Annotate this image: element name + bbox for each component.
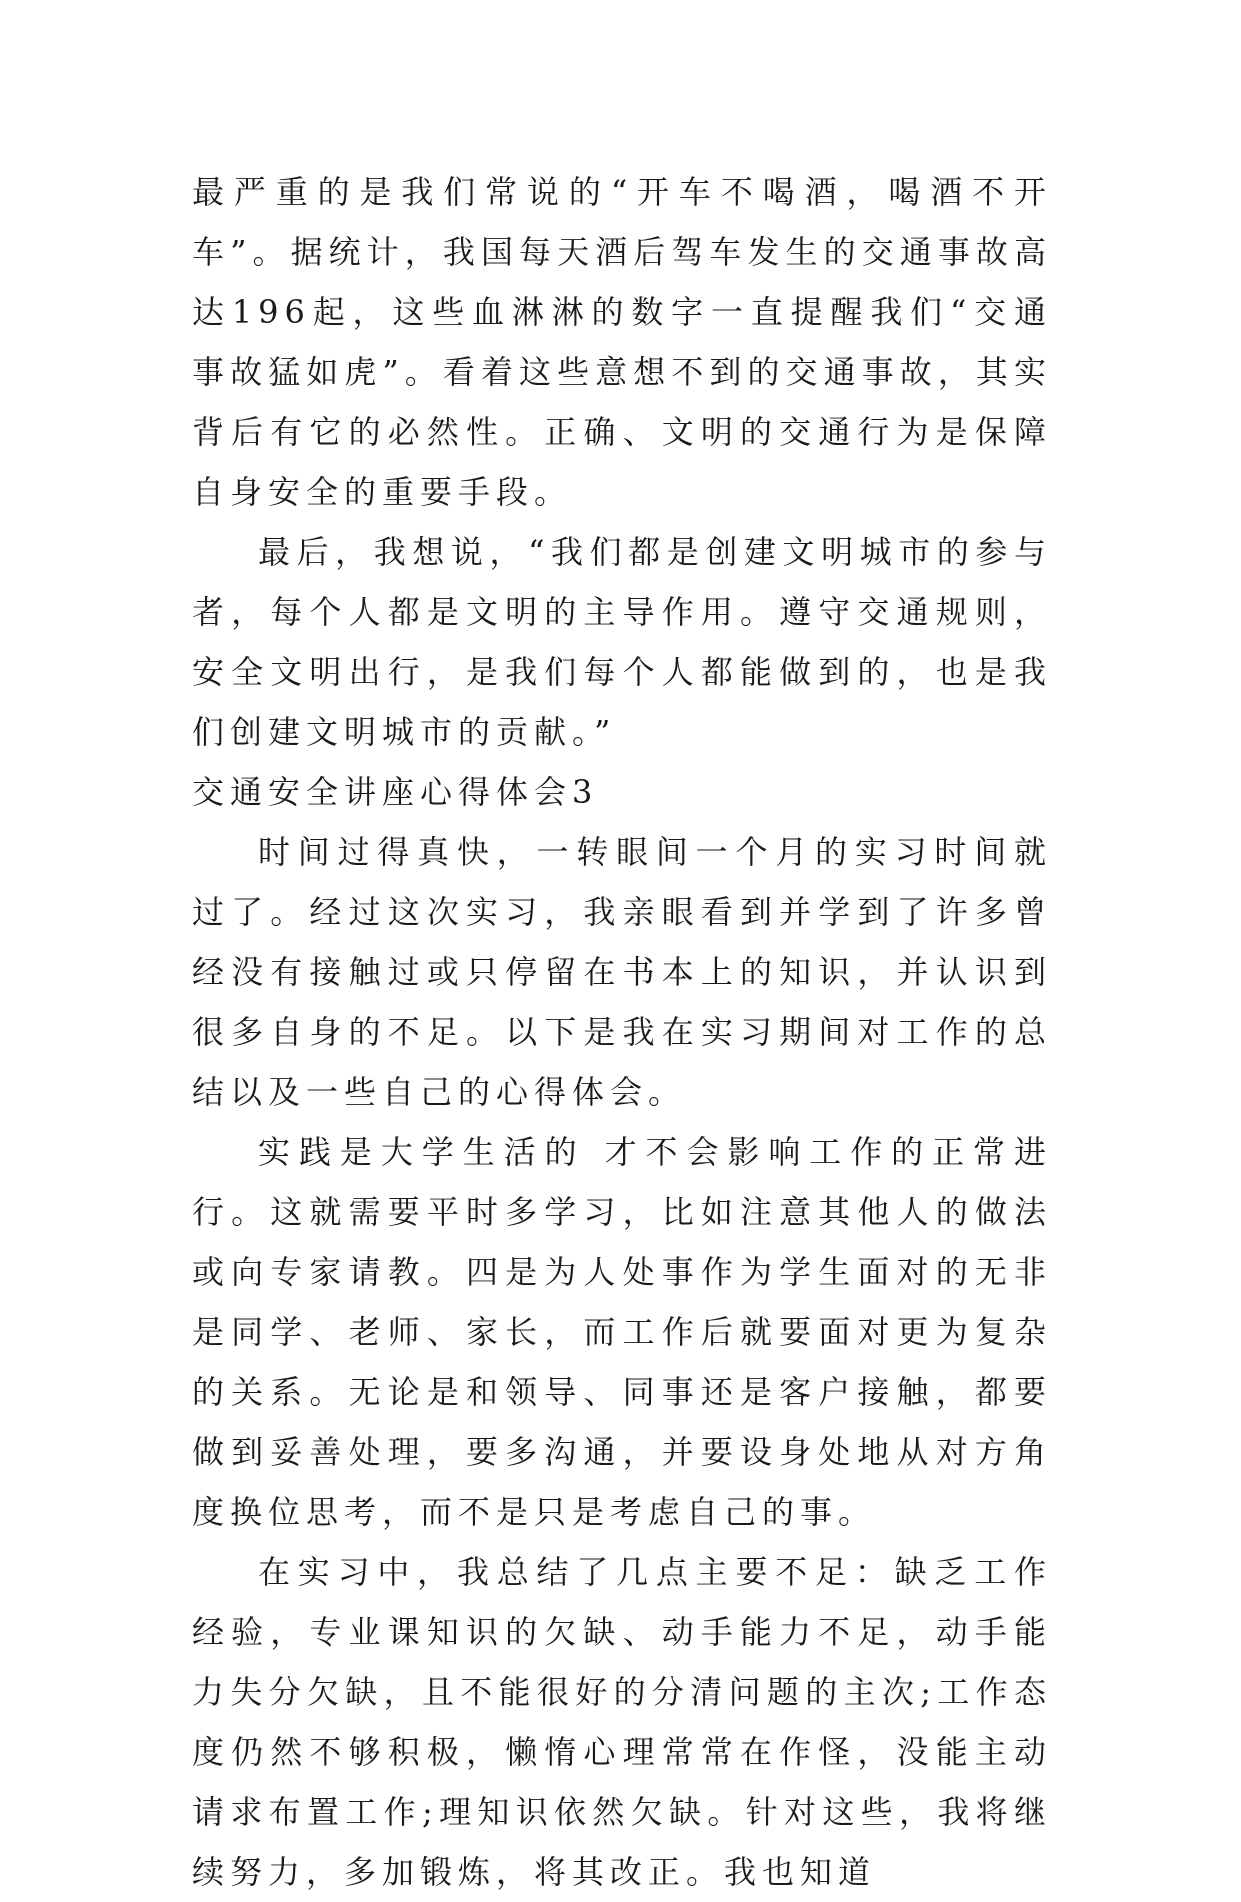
paragraph-practice: 实践是大学生活的 才不会影响工作的正常进行。这就需要平时多学习，比如注意其他人的做法或向专家请教。四是为人处事作为学生面对的无非是同学、老师、家长，而工作后就要面对更为复杂的关系。无论是和领导、同事还是客户接触，都要做到妥善处理，要多沟通，并要设身处地从对方角度换位思考，而不是只是考虑自己的事。 xyxy=(192,1133,1052,1531)
paragraph-internship-intro: 时间过得真快，一转眼间一个月的实习时间就过了。经过这次实习，我亲眼看到并学到了许多曾经没有接触过或只停留在书本上的知识，并认识到很多自身的不足。以下是我在实习期间对工作的总结以及一些自己的心得体会。 xyxy=(192,833,1052,1111)
section-heading: 交通安全讲座心得体会3 xyxy=(192,773,599,811)
document-body xyxy=(192,162,1052,1902)
paragraph-shortcomings: 在实习中，我总结了几点主要不足：缺乏工作经验，专业课知识的欠缺、动手能力不足，动手能力失分欠缺，且不能很好的分清问题的主次;工作态度仍然不够积极，懒惰心理常常在作怪，没能主动请求布置工作;理知识依然欠缺。针对这些，我将继续努力，多加锻炼，将其改正。我也知道 xyxy=(192,1553,1052,1891)
paragraph-drunk-driving: 最严重的是我们常说的“开车不喝酒，喝酒不开车”。据统计，我国每天酒后驾车发生的交通事故高达196起，这些血淋淋的数字一直提醒我们“交通事故猛如虎”。看着这些意想不到的交通事故，其实背后有它的必然性。正确、文明的交通行为是保障自身安全的重要手段。 xyxy=(192,173,1052,511)
paragraph-conclusion: 最后，我想说，“我们都是创建文明城市的参与者，每个人都是文明的主导作用。遵守交通规则，安全文明出行，是我们每个人都能做到的，也是我们创建文明城市的贡献。” xyxy=(192,533,1052,751)
